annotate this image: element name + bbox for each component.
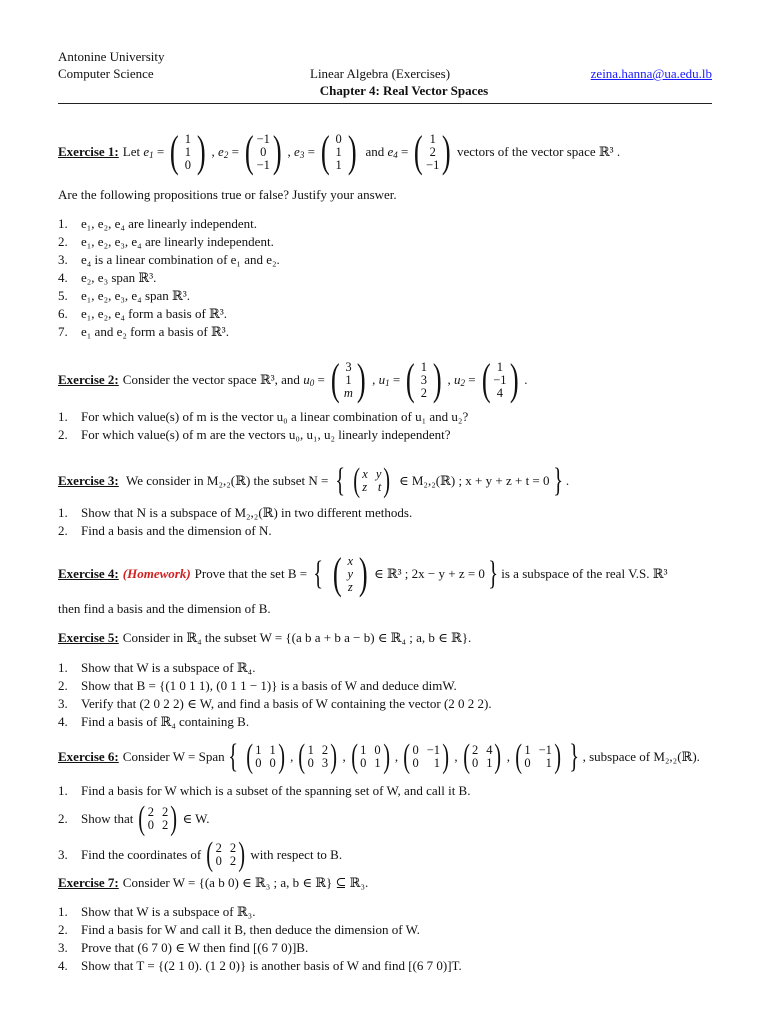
course-name: Linear Algebra (Exercises)	[310, 66, 451, 81]
exercise-4-tail: is a subspace of the real V.S. ℝ³	[501, 566, 668, 581]
exercise-4-line2: then find a basis and the dimension of B.	[58, 601, 271, 616]
university-name: Antonine University	[58, 49, 165, 64]
list-item: 4. Find a basis of ℝ₄ containing B.	[58, 714, 250, 729]
exercise-3-statement: Exercise 3: We consider in M₂,₂(ℝ) the subset N = { ( x y z t ) ∈ M₂,₂(ℝ) ; x + y + z + t = 0 } .	[58, 462, 570, 499]
exercise-6-statement: Exercise 6: Consider W = Span { ( 1 1 0 0 ) , ( 1 2 0 3 ) , ( 1 0 0 1 ) , ( 0 −1 0 1 ) , ( 2 4 0 1 ) , ( 1 −1 0 1 ) } , subspace of M₂,₂(ℝ).	[58, 738, 700, 775]
header-row-2	[58, 65, 712, 82]
list-item: 1. For which value(s) of m is the vector u₀ a linear combination of u₁ and u₂?	[58, 409, 469, 424]
email-link[interactable]: zeina.hanna@ua.edu.lb	[590, 66, 712, 81]
exercise-3-condition: ∈ M₂,₂(ℝ) ; x + y + z + t = 0	[398, 473, 550, 488]
vector-u2: ( 1 −1 4 )	[481, 355, 519, 404]
exercise-2	[58, 355, 712, 444]
exercise-5-title: Exercise 5:	[58, 630, 119, 645]
document-page	[58, 48, 712, 104]
span-matrix-2: ( 1 2 0 3 )	[298, 738, 338, 775]
list-item: 4. Show that T = {(2 1 0). (1 2 0)} is another basis of W and find [(6 7 0)]T.	[58, 958, 462, 973]
exercise-6-tail: , subspace of M₂,₂(ℝ).	[582, 749, 700, 764]
list-item: 1. Show that W is a subspace of ℝ₃.	[58, 904, 256, 919]
span-matrix-4: ( 0 −1 0 1 )	[403, 738, 450, 775]
exercise-5-list	[58, 659, 712, 731]
exercise-7-statement	[58, 874, 712, 892]
list-item: 7. e₁ and e₂ form a basis of ℝ³.	[58, 324, 229, 339]
list-item: 1. e₁, e₂, e₄ are linearly independent.	[58, 216, 258, 231]
matrix-2202-a: ( 2 2 0 2 )	[138, 800, 178, 837]
list-item: 1. Show that N is a subspace of M₂,₂(ℝ) in two different methods.	[58, 505, 413, 520]
list-item: 5. e₁, e₂, e₃, e₄ span ℝ³.	[58, 288, 190, 303]
list-item: 2. e₁, e₂, e₃, e₄ are linearly independent.	[58, 234, 274, 249]
exercise-1-tail: vectors of the vector space ℝ³ .	[457, 144, 621, 159]
list-item: 3. Find the coordinates of ( 2 2 0 2 ) with respect to B.	[58, 836, 343, 873]
exercise-6-list	[58, 782, 712, 872]
exercise-2-statement: Exercise 2: Consider the vector space ℝ³, and $u_0$ = ( 3 1 m ) , $u_1$ = ( 1 3 2 ) , $u_2$ = ( 1 −1 4 ) .	[58, 355, 528, 404]
exercise-7-list	[58, 903, 712, 975]
matrix-2202-b: ( 2 2 0 2 )	[206, 836, 246, 873]
exercise-3-title: Exercise 3:	[58, 473, 119, 488]
header-row-1	[58, 48, 712, 65]
homework-label: (Homework)	[122, 566, 191, 581]
list-item: 2. For which value(s) of m are the vectors u₀, u₁, u₂ linearly independent?	[58, 427, 451, 442]
vector-u0: ( 3 1 m )	[330, 355, 367, 404]
exercise-4-intro: Prove that the set B =	[194, 566, 308, 581]
exercise-4	[58, 549, 712, 618]
list-item: 2. Find a basis for W and call it B, then deduce the dimension of W.	[58, 922, 420, 937]
span-matrix-3: ( 1 0 0 1 )	[351, 738, 390, 775]
exercise-2-list	[58, 408, 712, 444]
exercise-1-question: Are the following propositions true or false? Justify your answer.	[58, 187, 397, 202]
exercise-7	[58, 874, 712, 975]
header-divider	[58, 103, 712, 104]
vector-e3: ( 0 1 1 )	[320, 127, 357, 176]
exercise-1-intro: Let	[122, 144, 141, 159]
exercise-6-title: Exercise 6:	[58, 749, 119, 764]
exercise-3-intro: We consider in M₂,₂(ℝ) the subset N =	[126, 473, 329, 488]
span-matrix-5: ( 2 4 0 1 )	[462, 738, 502, 775]
exercise-1	[58, 127, 712, 341]
exercise-2-title: Exercise 2:	[58, 372, 119, 387]
list-item: 2. Show that ( 2 2 0 2 ) ∈ W.	[58, 800, 210, 837]
exercise-6-intro: Consider W = Span	[122, 749, 225, 764]
exercise-4-title: Exercise 4:	[58, 566, 119, 581]
exercise-6	[58, 740, 712, 872]
exercise-5-intro: Consider in ℝ₄ the subset W = {(a b a + b a − b) ∈ ℝ₄ ; a, b ∈ ℝ}.	[122, 630, 472, 645]
vector-e1: ( 1 1 0 )	[170, 127, 206, 176]
department-name: Computer Science	[58, 66, 154, 81]
exercise-2-intro: Consider the vector space ℝ³, and	[122, 372, 300, 387]
exercise-4-statement: Exercise 4: (Homework) Prove that the set B = { ( x y z ) ∈ ℝ³ ; 2x − y + z = 0 } is a subspace of the real V.S. ℝ³	[58, 549, 668, 598]
list-item: 2. Show that B = {(1 0 1 1), (0 1 1 − 1)} is a basis of W and deduce dimW.	[58, 678, 457, 693]
span-matrix-1: ( 1 1 0 0 )	[246, 738, 285, 775]
vector-e4: ( 1 2 −1 )	[414, 127, 452, 176]
list-item: 1. Show that W is a subspace of ℝ₄.	[58, 660, 256, 675]
chapter-title: Chapter 4: Real Vector Spaces	[319, 83, 489, 98]
list-item: 3. Verify that (2 0 2 2) ∈ W, and find a basis of W containing the vector (2 0 2 2).	[58, 696, 492, 711]
vector-e2: ( −1 0 −1 )	[244, 127, 282, 176]
vector-xyz: ( x y z )	[332, 549, 369, 598]
list-item: 6. e₁, e₂, e₄ form a basis of ℝ³.	[58, 306, 227, 321]
exercise-3-list	[58, 504, 712, 540]
exercise-5-statement	[58, 629, 712, 647]
list-item: 1. Find a basis for W which is a subset of the spanning set of W, and call it B.	[58, 783, 471, 798]
list-item: 3. e₄ is a linear combination of e₁ and e₂.	[58, 252, 280, 267]
list-item: 3. Prove that (6 7 0) ∈ W then find [(6 7 0)]B.	[58, 940, 309, 955]
vector-u1: ( 1 3 2 )	[406, 355, 442, 404]
exercise-3	[58, 464, 712, 540]
exercise-4-condition: ∈ ℝ³ ; 2x − y + z = 0	[373, 566, 485, 581]
matrix-xyzt: ( x y z t )	[353, 462, 391, 499]
list-item: 4. e₂, e₃ span ℝ³.	[58, 270, 157, 285]
exercise-7-title: Exercise 7:	[58, 875, 119, 890]
exercise-1-title: Exercise 1:	[58, 144, 119, 159]
exercise-1-list	[58, 215, 712, 341]
list-item: 2. Find a basis and the dimension of N.	[58, 523, 272, 538]
exercise-1-statement: Exercise 1: Let $e_1$ = ( 1 1 0 ) , $e_2$ = ( −1 0 −1 ) , $e_3$ = ( 0 1 1 ) and $e_4$ = ( 1 2 −1 ) vectors of the vector space ℝ³ .	[58, 127, 621, 176]
exercise-5	[58, 629, 712, 731]
exercise-7-intro: Consider W = {(a b 0) ∈ ℝ₃ ; a, b ∈ ℝ} ⊆ ℝ₃.	[122, 875, 369, 890]
span-matrix-6: ( 1 −1 0 1 )	[515, 738, 561, 775]
